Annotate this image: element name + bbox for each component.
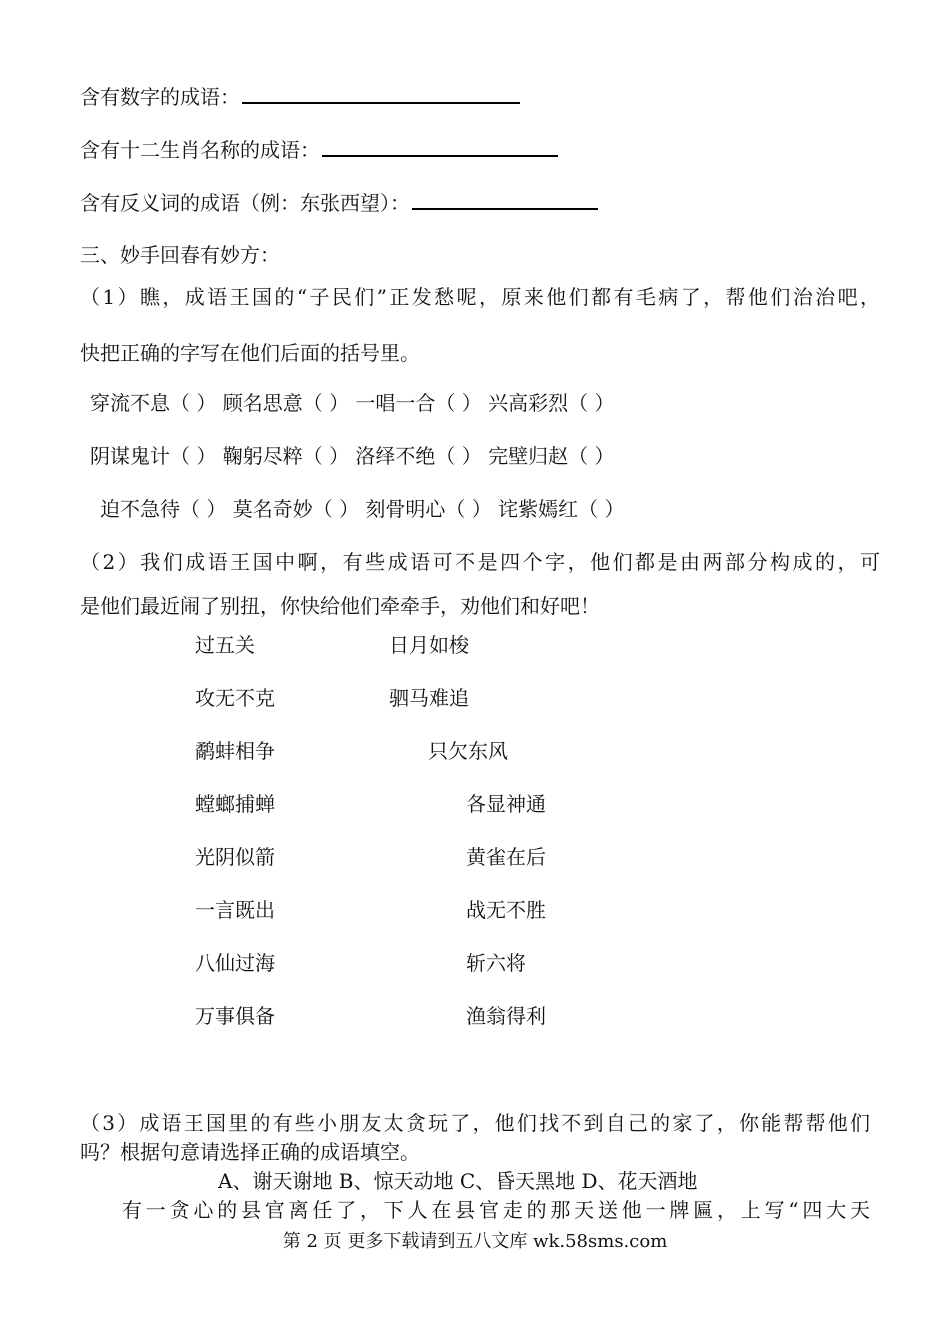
match-left-item: 鹬蚌相争 <box>195 739 275 763</box>
prompt-text: 含有十二生肖名称的成语： <box>80 138 320 162</box>
fill-prompt-antonyms <box>80 188 598 217</box>
match-left-item: 八仙过海 <box>195 951 275 975</box>
match-right-item: 各显神通 <box>466 792 546 816</box>
answer-blank-numbers[interactable] <box>242 82 520 104</box>
prompt-text: 含有数字的成语： <box>80 85 240 109</box>
prompt-text: 含有反义词的成语（例：东张西望）： <box>80 191 410 215</box>
match-right-item: 驷马难追 <box>389 686 469 710</box>
part2-instruction-line1: （2）我们成语王国中啊，有些成语可不是四个字，他们都是由两部分构成的，可 <box>80 550 880 574</box>
part1-instruction-line2: 快把正确的字写在他们后面的括号里。 <box>80 341 420 365</box>
story-line: 有一贪心的县官离任了，下人在县官走的那天送他一牌匾，上写“四大天 <box>122 1198 870 1222</box>
match-left-item: 光阴似箭 <box>195 845 275 869</box>
match-right-item: 渔翁得利 <box>466 1004 546 1028</box>
match-left-item: 一言既出 <box>195 898 275 922</box>
match-left-item: 螳螂捕蝉 <box>195 792 275 816</box>
match-left-item: 攻无不克 <box>195 686 275 710</box>
answer-blank-antonyms[interactable] <box>412 188 598 210</box>
match-right-item: 斩六将 <box>466 951 526 975</box>
match-right-item: 日月如梭 <box>389 633 469 657</box>
fill-prompt-zodiac <box>80 135 558 164</box>
idiom-correction-row-2: 阴谋鬼计（ ） 鞠躬尽粹（ ） 洛绎不绝（ ） 完壁归赵（ ） <box>90 444 615 468</box>
answer-blank-zodiac[interactable] <box>322 135 558 157</box>
match-right-item: 黄雀在后 <box>466 845 546 869</box>
idiom-correction-row-1: 穿流不息（ ） 顾名思意（ ） 一唱一合（ ） 兴高彩烈（ ） <box>90 391 615 415</box>
section3-heading: 三、妙手回春有妙方： <box>80 243 280 267</box>
match-right-item: 战无不胜 <box>466 898 546 922</box>
part3-instruction-line2: 吗？根据句意请选择正确的成语填空。 <box>80 1140 420 1164</box>
page-footer: 第 2 页 更多下载请到五八文库 wk.58sms.com <box>282 1231 668 1252</box>
part1-instruction-line1: （1）瞧，成语王国的“子民们”正发愁呢，原来他们都有毛病了，帮他们治治吧， <box>80 285 880 309</box>
match-right-item: 只欠东风 <box>428 739 508 763</box>
match-left-item: 万事俱备 <box>195 1004 275 1028</box>
fill-prompt-numbers <box>80 82 520 111</box>
part2-instruction-line2: 是他们最近闹了别扭，你快给他们牵牵手，劝他们和好吧！ <box>80 594 600 618</box>
idiom-correction-row-3: 迫不急待（ ） 莫名奇妙（ ） 刻骨明心（ ） 诧紫嫣红（ ） <box>100 497 625 521</box>
match-left-item: 过五关 <box>195 633 255 657</box>
answer-options: A、谢天谢地 B、惊天动地 C、昏天黑地 D、花天酒地 <box>218 1169 698 1193</box>
part3-instruction-line1: （3）成语王国里的有些小朋友太贪玩了，他们找不到自己的家了，你能帮帮他们 <box>80 1111 870 1135</box>
